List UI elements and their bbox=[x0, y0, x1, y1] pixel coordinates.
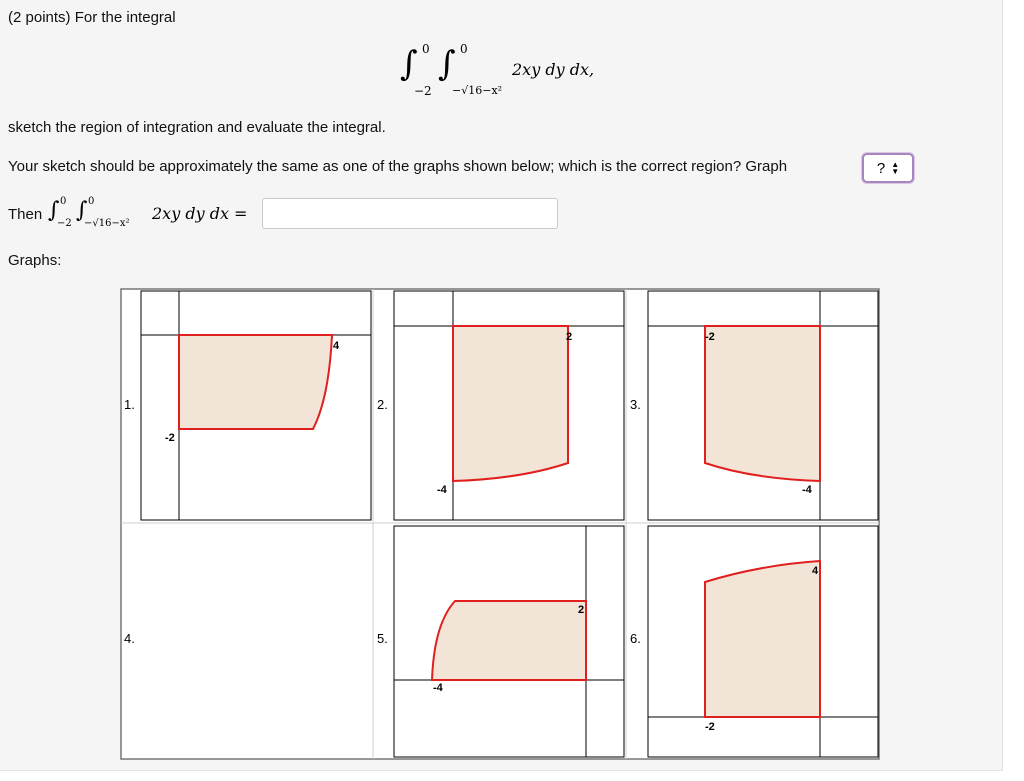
inner-integral-sign: ∫ bbox=[438, 44, 456, 84]
graph-number-3: 3. bbox=[630, 397, 641, 412]
graph-6-label-x: -2 bbox=[705, 721, 715, 733]
graph-cell-1 bbox=[124, 291, 371, 520]
graph-cell-4 bbox=[124, 631, 135, 646]
graph-number-1: 1. bbox=[124, 397, 135, 412]
graph-3-region bbox=[705, 326, 820, 481]
then-label: Then bbox=[8, 206, 43, 223]
graphs-label: Graphs: bbox=[8, 252, 62, 269]
select-arrows-icon: ▲ ▼ bbox=[891, 160, 900, 176]
graphs-table bbox=[120, 288, 880, 760]
problem-header: (2 points) For the integral bbox=[8, 9, 176, 26]
graph-cell-5 bbox=[377, 526, 624, 757]
graph-5-region bbox=[432, 601, 586, 680]
graph-select-value: ? bbox=[876, 159, 886, 177]
inner-lower-limit: −√16−x² bbox=[452, 84, 503, 97]
graph-1-label-y: -2 bbox=[165, 432, 175, 444]
graph-5-label-y: 2 bbox=[578, 604, 585, 616]
display-integral bbox=[400, 40, 630, 100]
graph-number-6: 6. bbox=[630, 631, 641, 646]
integrand: 2xy dy dx, bbox=[512, 60, 595, 79]
instruction-text: sketch the region of integration and evaluate the integral. bbox=[8, 119, 386, 136]
graph-6-label-y: 4 bbox=[812, 565, 819, 577]
outer-upper-limit: 0 bbox=[422, 42, 430, 56]
graph-2-region bbox=[453, 326, 568, 481]
graph-3-label-y: -4 bbox=[802, 484, 812, 496]
inline-outer-sign: ∫ bbox=[48, 198, 60, 223]
inline-inner-sign: ∫ bbox=[76, 198, 88, 223]
graph-6-region bbox=[705, 561, 820, 717]
inline-outer-lower: −2 bbox=[57, 218, 72, 229]
inline-integrand: 2xy dy dx = bbox=[152, 204, 248, 223]
graph-number-5: 5. bbox=[377, 631, 388, 646]
graph-cell-3 bbox=[630, 291, 878, 520]
question-text: Your sketch should be approximately the same as one of the graphs shown below; which is the correct region? Graph bbox=[8, 158, 788, 175]
graph-2-label-y: -4 bbox=[437, 484, 447, 496]
inline-inner-upper: 0 bbox=[88, 196, 95, 207]
inner-upper-limit: 0 bbox=[460, 42, 468, 56]
graph-2-label-x: 2 bbox=[566, 331, 573, 343]
outer-integral-sign: ∫ bbox=[400, 44, 418, 84]
graph-cell-6 bbox=[630, 526, 878, 757]
graph-1-region bbox=[179, 335, 332, 429]
graph-5-label-x: -4 bbox=[433, 682, 443, 694]
inline-integral bbox=[48, 196, 258, 232]
graph-3-label-x: -2 bbox=[705, 331, 715, 343]
graph-select[interactable] bbox=[862, 153, 914, 183]
inline-outer-upper: 0 bbox=[60, 196, 67, 207]
graph-number-4: 4. bbox=[124, 631, 135, 646]
inline-inner-lower: −√16−x² bbox=[84, 218, 130, 229]
graph-cell-2 bbox=[377, 291, 624, 520]
answer-input[interactable] bbox=[262, 198, 558, 229]
outer-lower-limit: −2 bbox=[414, 84, 432, 98]
graph-number-2: 2. bbox=[377, 397, 388, 412]
graph-1-label-x: 4 bbox=[333, 340, 340, 352]
